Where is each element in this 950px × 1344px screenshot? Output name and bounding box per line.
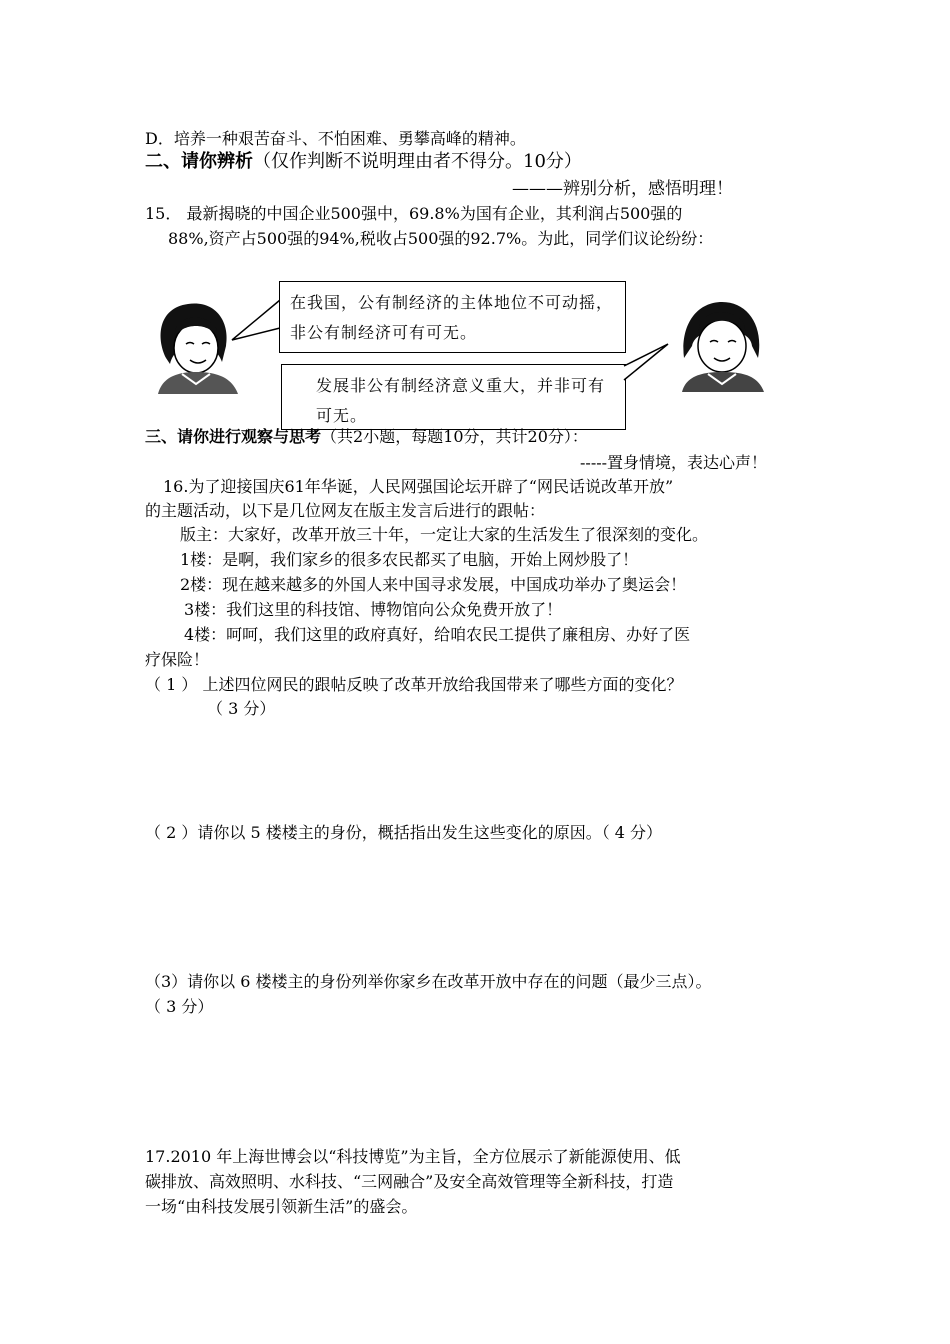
bubble-right-pointer: [622, 340, 672, 390]
q16-post-4: 4楼：呵呵，我们这里的政府真好，给咱农民工提供了廉租房、办好了医: [184, 625, 691, 644]
q16-sub1: （ 1 ） 上述四位网民的跟帖反映了改革开放给我国带来了哪些方面的变化？: [145, 675, 683, 694]
q16-post-moderator: 版主：大家好，改革开放三十年，一定让大家的生活发生了很深刻的变化。: [180, 525, 709, 544]
girl-right-figure: [674, 296, 770, 392]
q16-post-1: 1楼：是啊，我们家乡的很多农民都买了电脑，开始上网炒股了！: [180, 550, 639, 569]
q17-line1: 17.2010 年上海世博会以“科技博览”为主旨，全方位展示了新能源使用、低: [145, 1147, 681, 1166]
option-d: D．培养一种艰苦奋斗、不怕困难、勇攀高峰的精神。: [145, 129, 526, 148]
q15-line2: 88%,资产占500强的94%,税收占500强的92.7%。为此，同学们议论纷纷：: [168, 229, 714, 248]
q16-line2: 的主题活动，以下是几位网友在版主发言后进行的跟帖：: [145, 501, 546, 520]
q16-post-3: 3楼：我们这里的科技馆、博物馆向公众免费开放了！: [184, 600, 563, 619]
section2-heading: [145, 150, 582, 174]
section3-title-note: （共2小题，每题10分，共计20分）：: [321, 427, 588, 446]
section3-heading: [145, 426, 588, 448]
q16-sub3: （3）请你以 6 楼楼主的身份列举你家乡在改革开放中存在的问题（最少三点）。: [145, 972, 712, 991]
q16-line1: 16.为了迎接国庆61年华诞，人民网强国论坛开辟了“网民话说改革开放”: [163, 477, 674, 496]
bubble-left: 在我国，公有制经济的主体地位不可动摇，非公有制经济可有可无。: [279, 281, 626, 353]
q16-post-2: 2楼：现在越来越多的外国人来中国寻求发展，中国成功举办了奥运会！: [180, 575, 687, 594]
q16-sub3-score: （ 3 分）: [145, 997, 214, 1016]
section2-title: 二、请你辨析: [145, 151, 253, 172]
section3-title: 三、请你进行观察与思考: [145, 427, 322, 446]
section2-title-note: （仅作判断不说明理由者不得分。10分）: [253, 151, 582, 172]
q17-line2: 碳排放、高效照明、水科技、“三网融合”及安全高效管理等全新科技，打造: [145, 1172, 674, 1191]
section2-motto: ———辨别分析，感悟明理！: [512, 179, 733, 199]
section3-motto: -----置身情境，表达心声！: [580, 453, 768, 472]
q16-sub2: （ 2 ）请你以 5 楼楼主的身份，概括指出发生这些变化的原因。（ 4 分）: [145, 823, 663, 842]
q16-post-4-cont: 疗保险！: [145, 650, 210, 669]
bubble-right: 发展非公有制经济意义重大，并非可有可无。: [281, 364, 626, 430]
q17-line3: 一场“由科技发展引领新生活”的盛会。: [145, 1197, 418, 1216]
q15-line1: 15． 最新揭晓的中国企业500强中，69.8%为国有企业，其利润占500强的: [145, 204, 683, 223]
q16-sub1-score: （ 3 分）: [207, 699, 276, 718]
